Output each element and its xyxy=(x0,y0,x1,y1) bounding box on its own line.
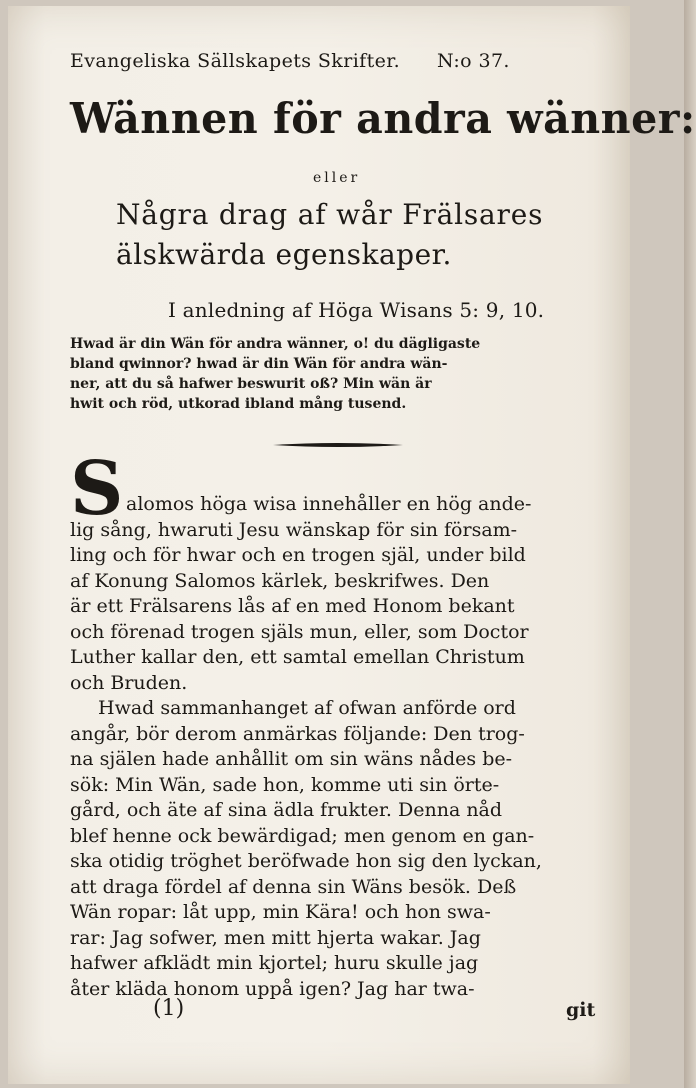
drop-cap: S xyxy=(70,446,124,532)
signature-mark: (1) xyxy=(153,996,185,1021)
epigraph xyxy=(70,334,602,414)
subtitle-line-1: Några drag af wår Frälsares xyxy=(116,198,544,231)
body-line: angår, bör derom anmärkas följande: Den trog- xyxy=(70,722,525,745)
body-line: att draga fördel af denna sin Wäns besök. Deß xyxy=(70,875,517,898)
body-line: na själen hade anhållit om sin wäns nådes be- xyxy=(70,748,513,770)
title-connector: eller xyxy=(313,170,361,186)
issue-number: N:o 37. xyxy=(437,50,510,72)
document-page xyxy=(8,6,696,1084)
body-line: blef henne ock bewärdigad; men genom en gan- xyxy=(70,824,535,847)
epigraph-line: hwit och röd, utkorad ibland mång tusend. xyxy=(70,396,407,412)
body-line: Wän ropar: låt upp, min Kära! och hon swa- xyxy=(70,901,491,923)
body-line: lig sång, hwaruti Jesu wänskap för sin försam- xyxy=(70,518,518,541)
body-line: alomos höga wisa innehåller en hög ande- xyxy=(126,493,532,515)
body-line: ska otidig tröghet beröfwade hon sig den lyckan, xyxy=(70,850,542,872)
body-line: gård, och äte af sina ädla frukter. Denna nåd xyxy=(70,799,503,821)
page-edge-shadow xyxy=(684,0,696,1088)
body-line: och Bruden. xyxy=(70,671,188,694)
body-line: är ett Frälsarens lås af en med Honom bekant xyxy=(70,595,515,617)
body-line: rar: Jag sofwer, men mitt hjerta wakar. Jag xyxy=(70,926,481,949)
body-line: Hwad sammanhanget af ofwan anförde ord xyxy=(98,697,516,719)
body-line: af Konung Salomos kärlek, beskrifwes. Den xyxy=(70,569,490,592)
body-line: hafwer afklädt min kjortel; huru skulle jag xyxy=(70,952,479,974)
running-header xyxy=(70,50,510,72)
body-line: Luther kallar den, ett samtal emellan Christum xyxy=(70,646,525,668)
epigraph-line: ner, att du så hafwer beswurit oß? Min wän är xyxy=(70,376,432,392)
epigraph-line: Hwad är din Wän för andra wänner, o! du dägligaste xyxy=(70,336,481,352)
subtitle-line-2: älskwärda egenskaper. xyxy=(116,238,452,271)
ornamental-rule xyxy=(273,440,403,450)
body-line: sök: Min Wän, sade hon, komme uti sin örte- xyxy=(70,773,500,796)
scripture-reference: I anledning af Höga Wisans 5: 9, 10. xyxy=(168,298,545,322)
series-title: Evangeliska Sällskapets Skrifter. xyxy=(70,50,401,72)
body-line: ling och för hwar och en trogen själ, under bild xyxy=(70,544,526,566)
catchword: git xyxy=(566,999,596,1021)
main-title: Wännen för andra wänner: xyxy=(70,94,696,143)
body-line: och förenad trogen själs mun, eller, som Doctor xyxy=(70,620,529,643)
epigraph-line: bland qwinnor? hwad är din Wän för andra wän- xyxy=(70,356,448,372)
body-text xyxy=(70,492,605,1002)
body-line: åter kläda honom uppå igen? Jag har twa- xyxy=(70,977,475,1000)
